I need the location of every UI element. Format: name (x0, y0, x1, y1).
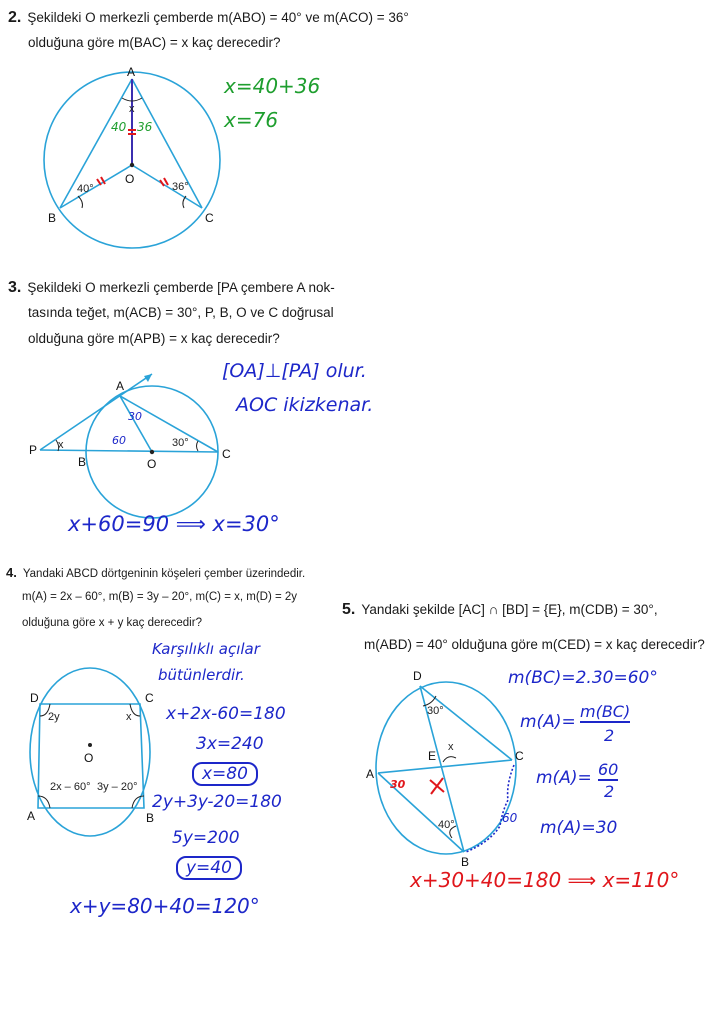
problem-2-number: 2. (8, 9, 22, 26)
p5-eq2-den: 2 (604, 726, 615, 745)
label-angle-b-p5: 40° (438, 819, 455, 831)
problem-3-line3: olduğuna göre m(APB) = x kaç derecedir? (28, 331, 280, 346)
label-b-p3: B (78, 455, 87, 469)
problem-3-number: 3. (8, 279, 22, 296)
label-angle-a-p4: 2x – 60° (50, 781, 91, 793)
problem-5-number: 5. (342, 601, 356, 618)
label-c-p2: C (205, 211, 214, 225)
problem-2-line1: 2. Şekildeki O merkezli çemberde m(ABO) = 40° ve m(ACO) = 36° (8, 9, 409, 26)
p3-solution-line3: x+60=90 ⟹ x=30° (68, 512, 280, 536)
label-e-p5: E (428, 749, 437, 763)
label-o-p4: O (84, 751, 94, 765)
label-c-p3: C (222, 447, 231, 461)
segment-ab (60, 79, 135, 208)
problem-2-line2: olduğuna göre m(BAC) = x kaç derecedir? (28, 35, 281, 50)
problem-4-diagram (27, 668, 154, 836)
problem-3-line2: tasında teğet, m(ACB) = 30°, P, B, O ve C doğrusal (28, 305, 334, 320)
label-b-p5: B (461, 855, 470, 869)
label-angle-b-p4: 3y – 20° (97, 781, 138, 793)
segment-bo (60, 165, 135, 208)
p2-solution-line2: x=76 (224, 108, 279, 132)
problem-5-diagram (366, 669, 524, 869)
label-x-p3: x (58, 439, 64, 451)
problem-3-diagram (29, 374, 231, 518)
label-a-p5: A (366, 767, 375, 781)
hw-60-p3: 60 (112, 434, 126, 447)
p4-result-x: x=80 (192, 762, 258, 786)
problem-4-number: 4. (6, 565, 17, 580)
label-c-p5: C (515, 749, 524, 763)
hw-36-p2: 36 (137, 120, 153, 134)
label-p-p3: P (29, 443, 38, 457)
p5-final: x+30+40=180 ⟹ x=110° (410, 868, 680, 892)
p2-solution-line1: x=40+36 (224, 74, 321, 98)
label-b-p2: B (48, 211, 57, 225)
p5-eq2-left: m(A)= (520, 712, 576, 732)
segment-co (132, 165, 202, 208)
label-angle-d-p5: 30° (427, 705, 444, 717)
p3-solution-line1: [OA]⊥[PA] olur. (222, 360, 367, 382)
problem-2-diagram (44, 65, 220, 248)
label-a-p2: A (127, 65, 136, 79)
problem-5-line1: 5. Yandaki şekilde [AC] ∩ [BD] = {E}, m(CDB) = 30°, (342, 601, 658, 618)
p4-result-y: y=40 (176, 856, 242, 880)
label-b-p4: B (146, 811, 155, 825)
hw-60-p5: 60 (502, 811, 518, 825)
p5-eq2-num: m(BC) (580, 702, 631, 721)
label-o-p2: O (125, 172, 135, 186)
label-a-p3: A (116, 379, 125, 393)
label-x-p2: x (129, 103, 135, 115)
p4-note-line1: Karşılıklı açılar (152, 640, 260, 658)
p4-note-line2: bütünlerdir. (158, 666, 245, 684)
p4-eq3: 2y+3y-20=180 (152, 792, 282, 812)
line-pc (40, 450, 218, 452)
center-o (130, 163, 134, 167)
p4-final: x+y=80+40=120° (70, 894, 260, 918)
segment-ac-p3 (120, 396, 218, 452)
p5-eq3-left: m(A)= (536, 768, 592, 788)
label-a-p4: A (27, 809, 36, 823)
label-angle-b-p2: 40° (77, 183, 94, 195)
label-d-p4: D (30, 691, 39, 705)
label-angle-c-p3: 30° (172, 437, 189, 449)
p5-eq3-den: 2 (604, 782, 615, 801)
problem-4-line3: olduğuna göre x + y kaç derecedir? (22, 617, 202, 629)
hw-30-p5: 30 (390, 778, 406, 791)
segment-ac-p5 (378, 760, 512, 773)
hw-30-p3: 30 (128, 410, 142, 423)
hw-40-p2: 40 (111, 120, 127, 134)
label-angle-d-p4: 2y (48, 711, 60, 723)
problem-3-line1: 3. Şekildeki O merkezli çemberde [PA çembere A nok- (8, 279, 335, 296)
p4-eq1: x+2x-60=180 (166, 704, 286, 724)
problem-5-line2: m(ABD) = 40° olduğuna göre m(CED) = x kaç derecedir? (364, 637, 705, 652)
label-angle-c-p4: x (126, 711, 132, 723)
label-c-p4: C (145, 691, 154, 705)
problem-4-line2: m(A) = 2x – 60°, m(B) = 3y – 20°, m(C) = x, m(D) = 2y (22, 591, 298, 603)
label-angle-c-p2: 36° (172, 181, 189, 193)
problem-4-line1: 4. Yandaki ABCD dörtgeninin köşeleri çember üzerindedir. (6, 565, 306, 580)
label-d-p5: D (413, 669, 422, 683)
label-x-p5: x (448, 741, 454, 753)
segment-ac (132, 79, 202, 208)
p5-eq3-num: 60 (598, 760, 619, 779)
p4-eq4: 5y=200 (172, 828, 240, 848)
p5-eq4: m(A)=30 (540, 818, 618, 838)
p5-eq1: m(BC)=2.30=60° (508, 668, 658, 688)
label-o-p3: O (147, 457, 157, 471)
p3-solution-line2: AOC ikizkenar. (236, 394, 374, 416)
p4-eq2: 3x=240 (196, 734, 264, 754)
